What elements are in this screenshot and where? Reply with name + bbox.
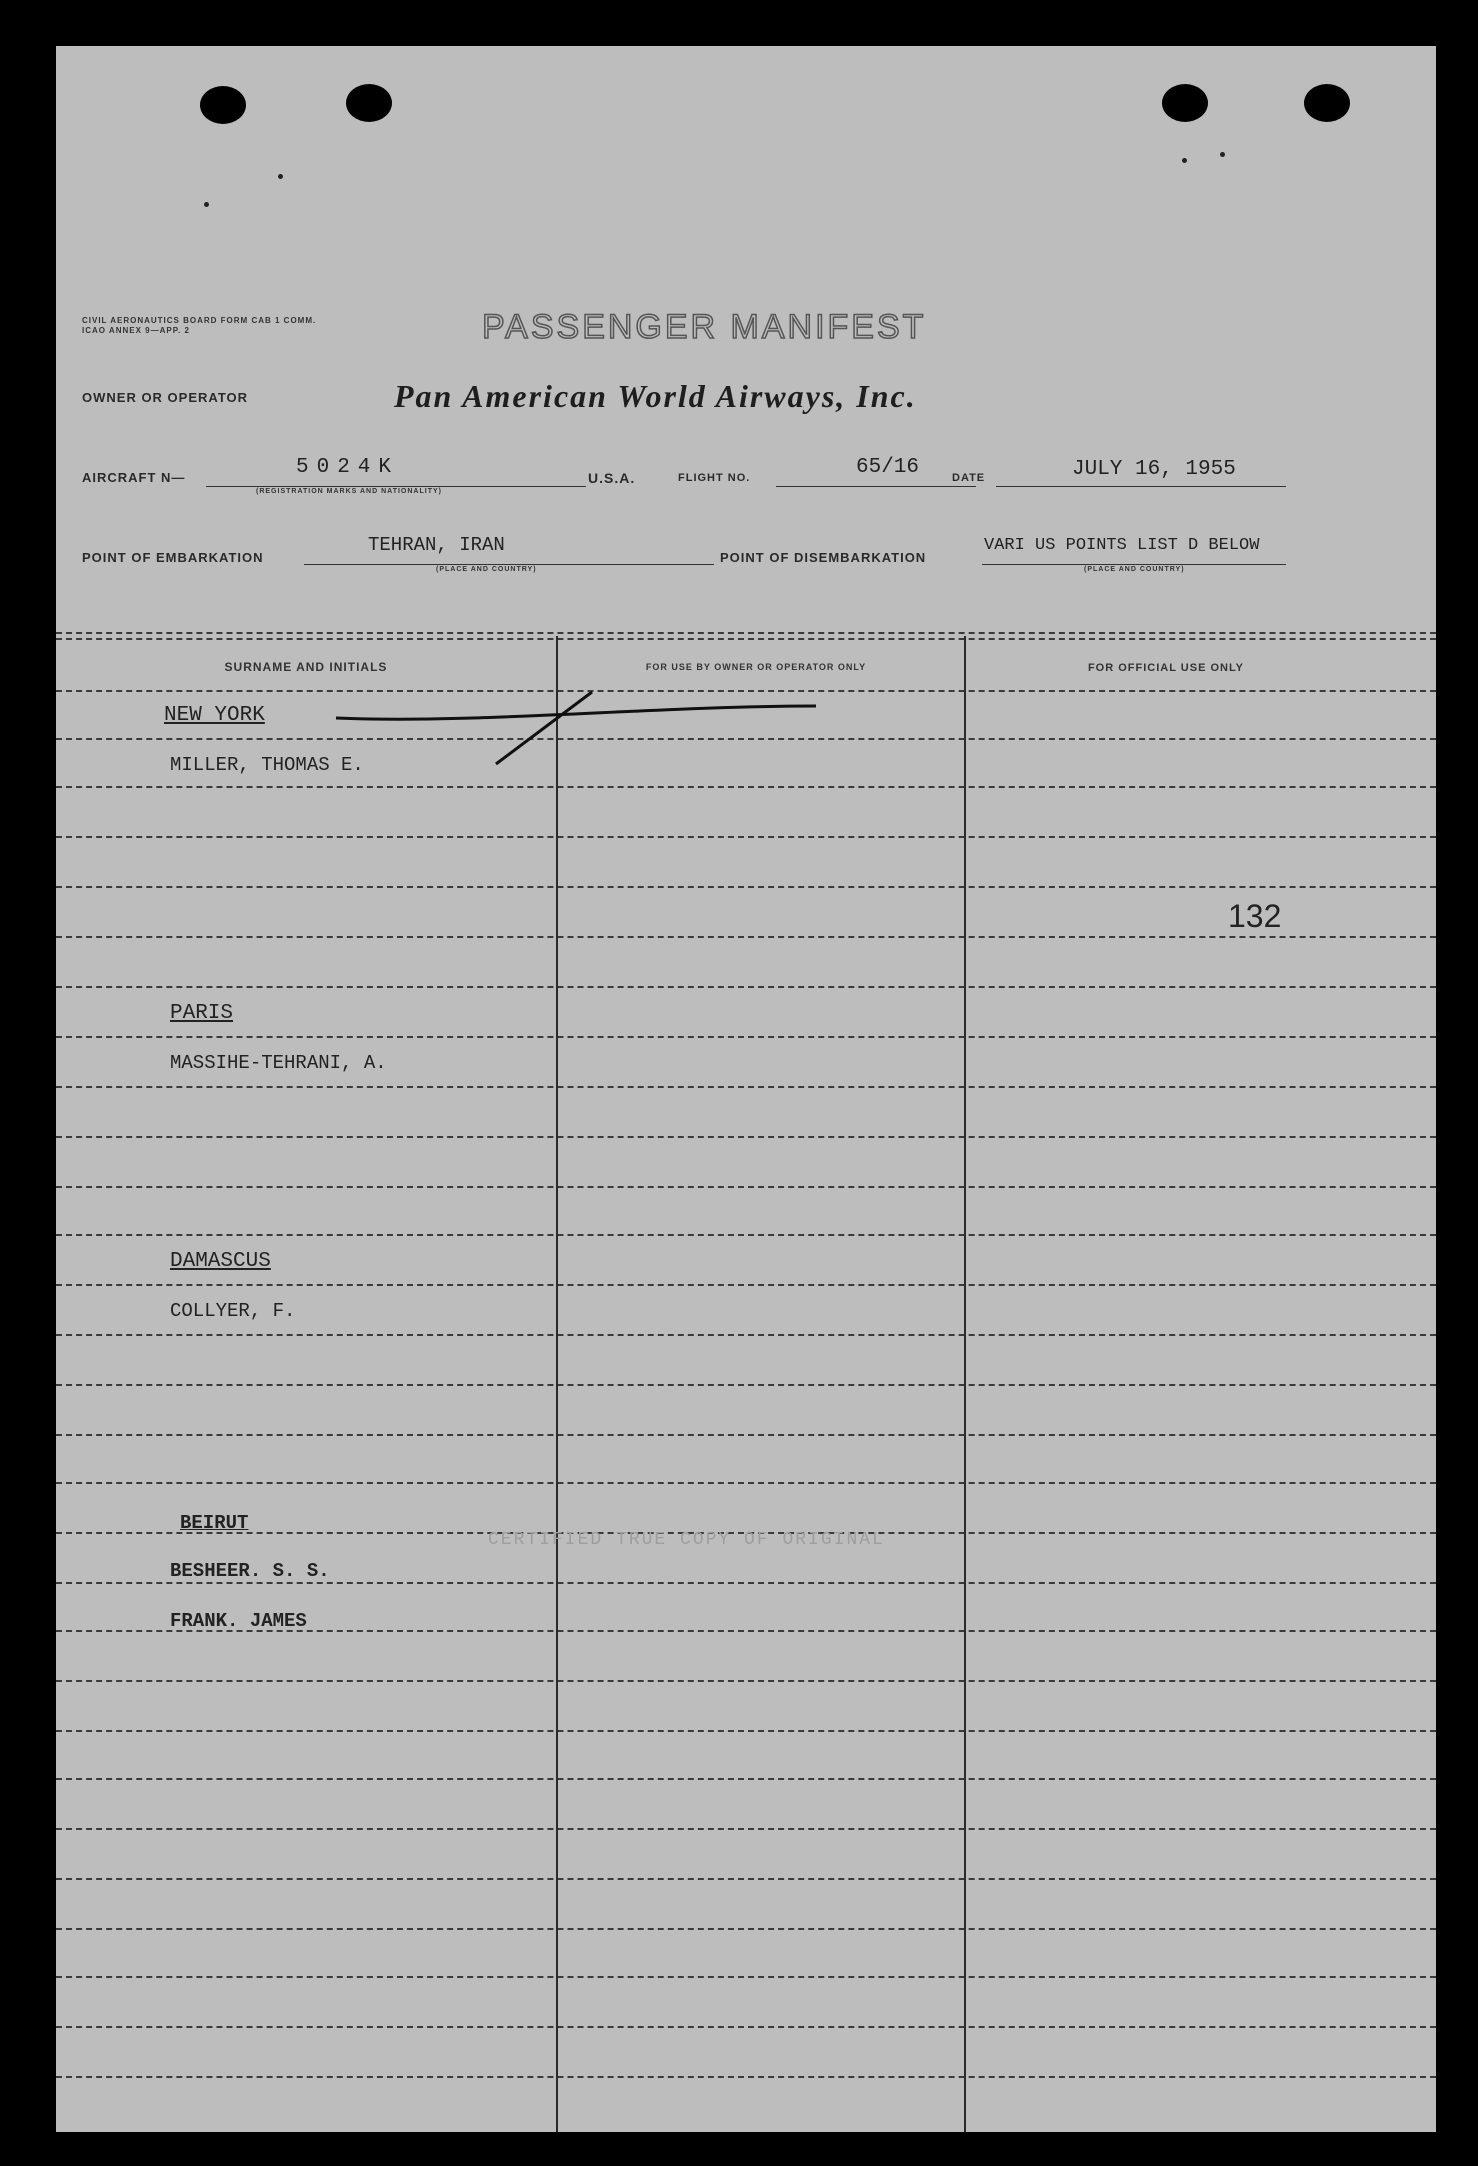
ruled-line — [56, 1778, 1436, 1780]
pencil-strike-mark — [56, 46, 1436, 2132]
owner-label: OWNER OR OPERATOR — [82, 390, 249, 405]
ruled-line — [56, 690, 1436, 692]
header-official-use: FOR OFFICIAL USE ONLY — [1087, 662, 1245, 674]
ruled-line — [56, 1976, 1436, 1978]
aircraft-label: AIRCRAFT N— — [82, 470, 186, 485]
punch-hole — [1304, 84, 1350, 122]
aircraft-registration: 5024K — [296, 456, 400, 479]
ruled-line — [56, 836, 1436, 838]
registration-note: (REGISTRATION MARKS AND NATIONALITY) — [256, 488, 442, 495]
ruled-line — [56, 738, 1436, 740]
strike-slash — [496, 692, 592, 764]
passenger-name: BESHEER. S. S. — [170, 1560, 330, 1582]
place-note-embark: (PLACE AND COUNTRY) — [436, 566, 537, 573]
ruled-line — [56, 1878, 1436, 1880]
destination-paris: PARIS — [170, 1002, 234, 1025]
ruled-line — [56, 1384, 1436, 1386]
ruled-line — [56, 1582, 1436, 1584]
table-top-rule — [56, 632, 1436, 634]
form-title: PASSENGER MANIFEST — [482, 308, 927, 346]
corner-form-ref — [82, 316, 316, 336]
ruled-line — [56, 1036, 1436, 1038]
embarkation-underline — [304, 564, 714, 565]
punch-hole — [200, 86, 246, 124]
ruled-line — [56, 1086, 1436, 1088]
corner-ref-line1: CIVIL AERONAUTICS BOARD FORM CAB 1 COMM. — [82, 316, 317, 325]
paper-speck — [278, 174, 283, 179]
flight-label: FLIGHT NO. — [678, 472, 751, 484]
passenger-name: FRANK. JAMES — [170, 1610, 307, 1632]
column-divider — [964, 636, 966, 2132]
ruled-line — [56, 1680, 1436, 1682]
manifest-sheet — [56, 46, 1436, 2132]
ruled-line — [56, 1186, 1436, 1188]
paper-speck — [1182, 158, 1187, 163]
flight-number: 65/16 — [856, 456, 920, 479]
column-divider — [556, 636, 558, 2132]
header-surname: SURNAME AND INITIALS — [224, 660, 388, 674]
ruled-line — [56, 1334, 1436, 1336]
ruled-line — [56, 2076, 1436, 2078]
corner-ref-line2: ICAO ANNEX 9—APP. 2 — [82, 326, 190, 335]
ruled-line — [56, 1928, 1436, 1930]
embarkation-label: POINT OF EMBARKATION — [82, 550, 264, 565]
date-label: DATE — [952, 472, 986, 484]
passenger-name: COLLYER, F. — [170, 1300, 296, 1322]
disembarkation-label: POINT OF DISEMBARKATION — [720, 550, 927, 565]
ruled-line — [56, 1434, 1436, 1436]
passenger-name: MILLER, THOMAS E. — [170, 754, 364, 776]
ruled-line — [56, 886, 1436, 888]
destination-new-york: NEW YORK — [164, 704, 265, 727]
ruled-line — [56, 1136, 1436, 1138]
ruled-line — [56, 1234, 1436, 1236]
strike-line — [336, 706, 816, 719]
ruled-line — [56, 786, 1436, 788]
header-operator-use: FOR USE BY OWNER OR OPERATOR ONLY — [645, 662, 867, 672]
flight-date: JULY 16, 1955 — [1072, 458, 1236, 481]
operator-name: Pan American World Airways, Inc. — [394, 378, 917, 414]
ruled-line — [56, 1482, 1436, 1484]
ruled-line — [56, 1284, 1436, 1286]
disembarkation-underline — [982, 564, 1286, 565]
aircraft-underline — [206, 486, 586, 487]
ruled-line — [56, 1828, 1436, 1830]
destination-damascus: DAMASCUS — [170, 1250, 271, 1273]
passenger-name: MASSIHE-TEHRANI, A. — [170, 1052, 387, 1074]
flight-underline — [776, 486, 976, 487]
usa-label: U.S.A. — [588, 470, 636, 486]
ruled-line — [56, 2026, 1436, 2028]
embarkation-point: TEHRAN, IRAN — [368, 534, 505, 556]
place-note-disembark: (PLACE AND COUNTRY) — [1084, 566, 1185, 573]
destination-beirut: BEIRUT — [180, 1512, 249, 1534]
punch-hole — [346, 84, 392, 122]
ruled-line — [56, 1730, 1436, 1732]
paper-speck — [204, 202, 209, 207]
ruled-line — [56, 936, 1436, 938]
table-top-rule — [56, 638, 1436, 640]
punch-hole — [1162, 84, 1208, 122]
date-underline — [996, 486, 1286, 487]
disembarkation-point: VARI US POINTS LIST D BELOW — [984, 536, 1260, 555]
paper-speck — [1220, 152, 1225, 157]
official-number: 132 — [1228, 898, 1282, 934]
ruled-line — [56, 986, 1436, 988]
faint-stamp: CERTIFIED TRUE COPY OF ORIGINAL — [488, 1530, 885, 1550]
